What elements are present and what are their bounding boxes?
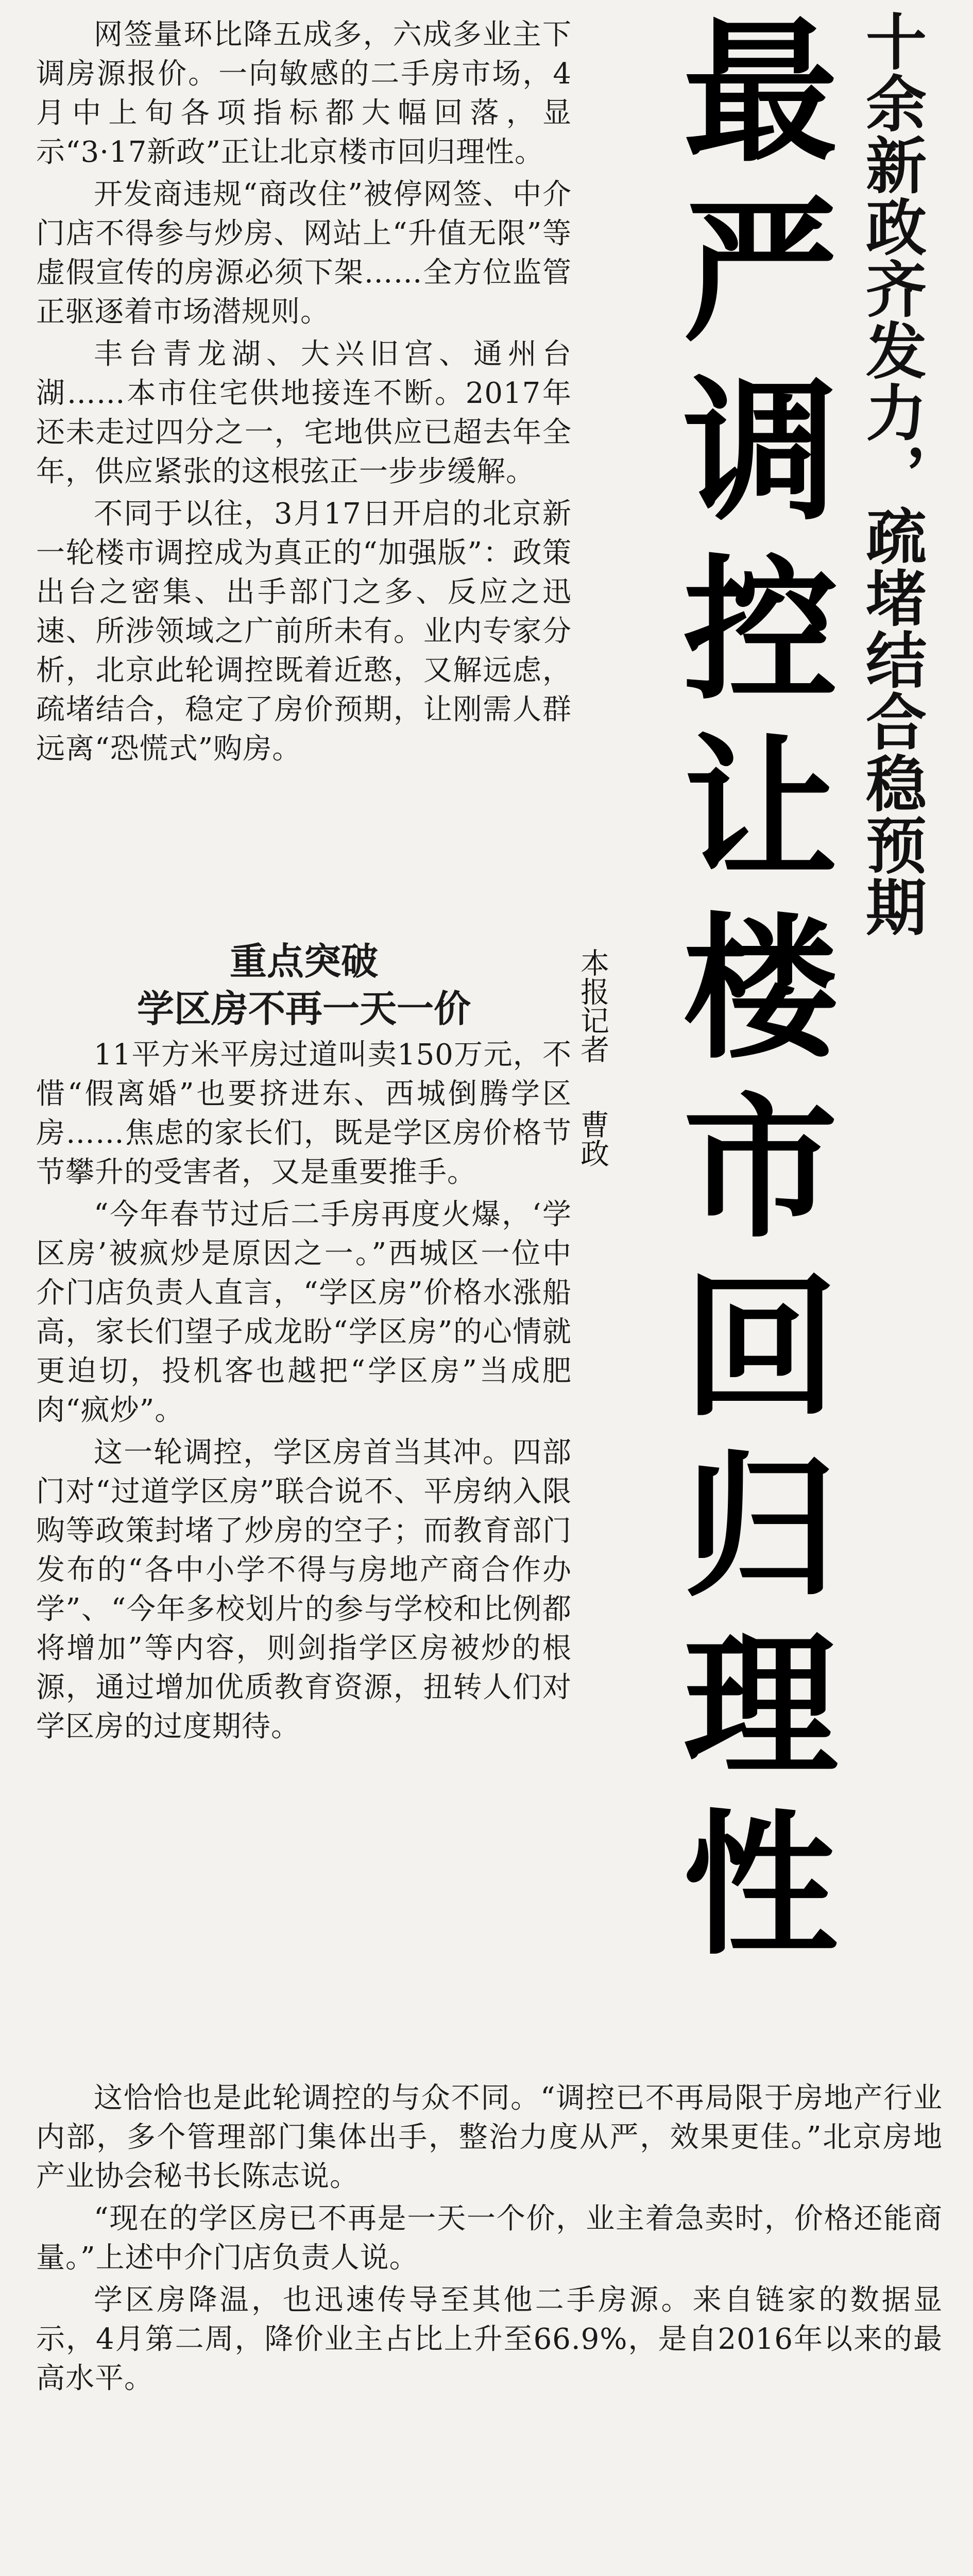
section2-heading-line1: 重点突破	[229, 940, 378, 983]
paragraph: 网签量环比降五成多，六成多业主下调房源报价。一向敏感的二手房市场，4月中上旬各项指标都大幅回落，显示“3·17新政”正让北京楼市回归理性。	[36, 18, 572, 169]
main-headline: 最严调控让楼市回归理性	[657, 10, 837, 1982]
paragraph: “现在的学区房已不再是一天一个价，业主着急卖时，价格还能商量。”上述中介门店负责人说。	[36, 2202, 943, 2275]
byline-name: 曹政	[576, 1110, 609, 1167]
paragraph: “今年春节过后二手房再度火爆，‘学区房’被疯炒是原因之一。”西城区一位中介门店负责人直言，“学区房”价格水涨船高，家长们望子成龙盼“学区房”的心情就更迫切，投机客也越把“学区房”当成肥肉“疯炒”。	[36, 1198, 572, 1427]
paragraph: 不同于以往，3月17日开启的北京新一轮楼市调控成为真正的“加强版”：政策出台之密集、出手部门之多、反应之迅速、所涉领域之广前所未有。业内专家分析，北京此轮调控既着近憨，又解远虑，疏堵结合，稳定了房价预期，让刚需人群远离“恐慌式”购房。	[36, 497, 572, 766]
byline-prefix: 本报记者	[576, 948, 609, 1063]
paragraph: 这一轮调控，学区房首当其冲。四部门对“过道学区房”联合说不、平房纳入限购等政策封堵了炒房的空子；而教育部门发布的“各中小学不得与房地产商合作办学”、“今年多校划片的参与学校和比例都将增加”等内容，则剑指学区房被炒的根源，通过增加优质教育资源，扭转人们对学区房的过度期待。	[36, 1436, 572, 1743]
paragraph: 开发商违规“商改住”被停网签、中介门店不得参与炒房、网站上“升值无限”等虚假宣传的房源必须下架……全方位监管正驱逐着市场潜规则。	[36, 178, 572, 329]
paragraph: 11平方米平房过道叫卖150万元，不惜“假离婚”也要挤进东、西城倒腾学区房……焦虑的家长们，既是学区房价格节节攀升的受害者，又是重要推手。	[36, 1038, 572, 1189]
paragraph: 丰台青龙湖、大兴旧宫、通州台湖……本市住宅供地接连不断。2017年还未走过四分之一，宅地供应已超去年全年，供应紧张的这根弦正一步步缓解。	[36, 337, 572, 488]
section2-heading-line2: 学区房不再一天一价	[136, 987, 471, 1030]
section2-wide-text	[36, 2079, 943, 2401]
section2-heading	[36, 938, 572, 1032]
paragraph: 这恰恰也是此轮调控的与众不同。“调控已不再局限于房地产行业内部，多个管理部门集体出手，整治力度从严，效果更佳。”北京房地产业协会秘书长陈志说。	[36, 2081, 943, 2193]
section2-column	[36, 1036, 572, 1750]
kicker-headline: 十余新政齐发力，疏堵结合稳预期	[856, 10, 927, 938]
section1-column	[36, 15, 572, 772]
paragraph: 学区房降温，也迅速传导至其他二手房源。来自链家的数据显示，4月第二周，降价业主占比上升至66.9%，是自2016年以来的最高水平。	[36, 2283, 943, 2395]
